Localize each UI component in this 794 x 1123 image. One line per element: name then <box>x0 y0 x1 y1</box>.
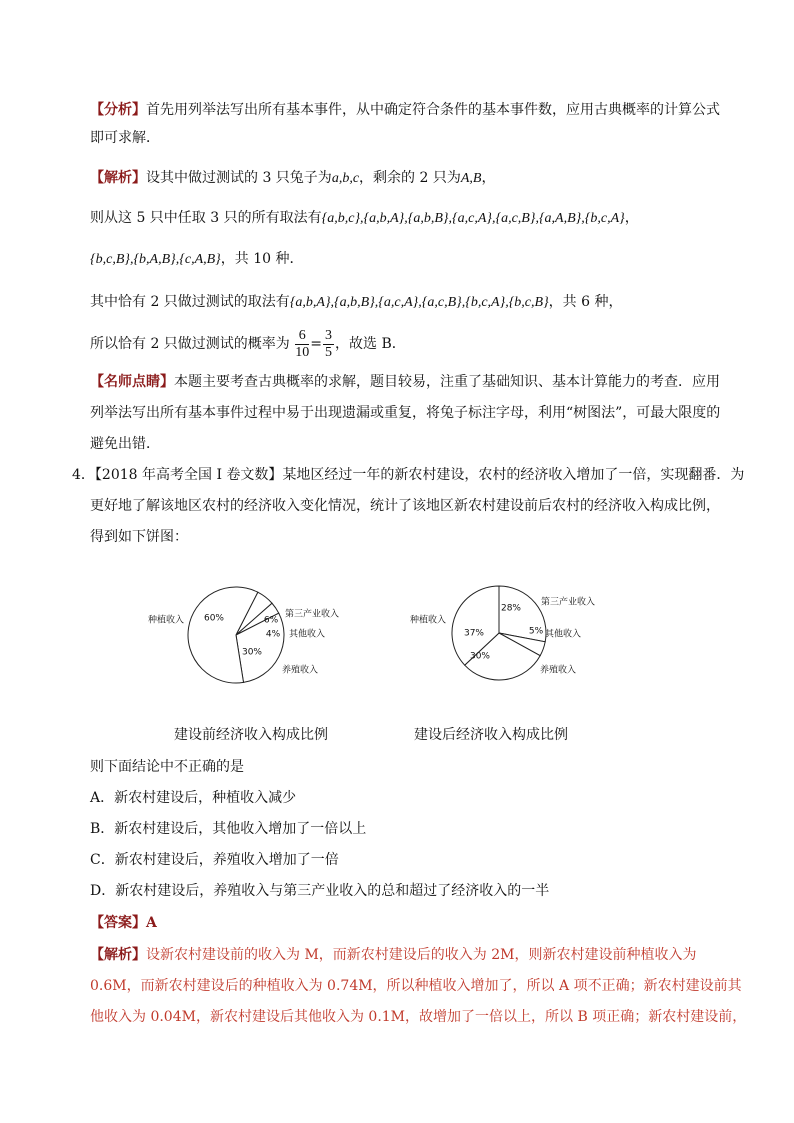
question-text: 得到如下饼图： <box>90 529 188 545</box>
teacher-note-text: 列举法写出所有基本事件过程中易于出现遗漏或重复，将兔子标注字母，利用“树图法”，可最大限度的 <box>90 405 721 421</box>
slice-percent-label: 30% <box>469 651 491 662</box>
teacher-note-line-2 <box>90 403 720 423</box>
solution4-line-1 <box>90 945 696 965</box>
question4-line-1 <box>72 465 744 485</box>
answer-tag: 【答案】 <box>90 915 146 931</box>
solution3-text: ， <box>624 210 639 226</box>
solution4-tag: 【解析】 <box>90 947 146 963</box>
fraction <box>295 328 309 361</box>
math-expression: a,b,c <box>331 171 360 186</box>
analysis-line-2 <box>90 128 160 148</box>
solution3-line-1 <box>90 168 495 189</box>
slice-name-label: 第三产业收入 <box>285 609 340 620</box>
solution3-text: 其中恰有 2 只做过测试的取法有 <box>90 294 290 310</box>
question4-line-2 <box>90 496 720 516</box>
slice-percent-label: 28% <box>500 603 522 614</box>
slice-percent-label: 6% <box>263 615 279 626</box>
answer-value: A <box>146 915 157 931</box>
slice-name-label: 种植收入 <box>148 615 185 626</box>
fraction-denominator: 10 <box>295 344 310 360</box>
solution4-text: 设新农村建设前的收入为 M，而新农村建设后的收入为 2M，则新农村建设前种植收入为 <box>146 947 697 963</box>
slice-name-label: 养殖收入 <box>540 665 577 676</box>
solution4-line-3: 他收入为 0.04M，新农村建设后其他收入为 0.1M，故增加了一倍以上，所以 B 项正确；新农村建设前， <box>90 1009 747 1025</box>
slice-name-label: 养殖收入 <box>282 665 319 676</box>
teacher-note-line-3 <box>90 434 160 454</box>
analysis-text-1: 首先用列举法写出所有基本事件，从中确定符合条件的基本事件数，应用古典概率的计算公式 <box>146 102 720 118</box>
question-source-tag: 【2018 年高考全国 I 卷文数】 <box>94 467 283 483</box>
option-a: A．新农村建设后，种植收入减少 <box>90 790 297 806</box>
pie-chart-before <box>0 570 794 710</box>
analysis-line-1 <box>90 100 720 120</box>
slice-percent-label: 30% <box>241 647 263 658</box>
option-c: C．新农村建设后，养殖收入增加了一倍 <box>90 852 339 868</box>
answer4-line <box>90 913 157 933</box>
math-expression: A,B <box>460 171 482 186</box>
equals-sign: = <box>310 336 322 352</box>
math-expression: {a,b,c},{a,b,A},{a,b,B},{a,c,A},{a,c,B},{a,A,B},{b,c,A} <box>321 211 625 226</box>
solution3-line-5 <box>90 326 406 362</box>
math-expression: {a,b,A},{a,b,B},{a,c,A},{a,c,B},{b,c,A},{b,c,B} <box>289 295 549 310</box>
slice-name-label: 其他收入 <box>545 629 582 640</box>
slice-name-label: 种植收入 <box>410 615 447 626</box>
solution3-text: ，故选 B． <box>335 336 406 352</box>
option-b: B．新农村建设后，其他收入增加了一倍以上 <box>90 821 367 837</box>
solution3-text: ，剩余的 2 只为 <box>359 170 461 186</box>
slice-percent-label: 4% <box>265 629 281 640</box>
slice-percent-label: 60% <box>203 613 225 624</box>
solution3-line-4 <box>90 292 622 313</box>
fraction <box>323 328 334 361</box>
chart-caption-after: 建设后经济收入构成比例 <box>414 727 568 743</box>
solution3-text: ，共 10 种． <box>220 251 304 267</box>
slice-percent-label: 37% <box>463 628 485 639</box>
question-text: 某地区经过一年的新农村建设，农村的经济收入增加了一倍，实现翻番．为 <box>282 467 745 483</box>
question4-prompt: 则下面结论中不正确的是 <box>90 759 244 775</box>
option-d: D．新农村建设后，养殖收入与第三产业收入的总和超过了经济收入的一半 <box>90 883 550 899</box>
slice-name-label: 第三产业收入 <box>541 597 596 608</box>
slice-percent-label: 5% <box>528 626 544 637</box>
fraction-denominator: 5 <box>325 344 332 360</box>
fraction-numerator: 3 <box>325 327 332 343</box>
analysis-tag: 【分析】 <box>90 102 146 118</box>
question4-line-3 <box>90 527 188 547</box>
pie-0 <box>148 587 339 683</box>
fraction-numerator: 6 <box>295 328 309 345</box>
question-text: 更好地了解该地区农村的经济收入变化情况，统计了该地区新农村建设前后农村的经济收入构成比例， <box>90 498 720 514</box>
chart-caption-before: 建设前经济收入构成比例 <box>174 727 328 743</box>
solution3-text: ，共 6 种， <box>548 294 623 310</box>
teacher-note-text: 避免出错． <box>90 436 160 452</box>
solution3-line-2 <box>90 208 639 229</box>
pie-1 <box>410 586 595 680</box>
math-expression: {b,c,B},{b,A,B},{c,A,B} <box>90 252 221 267</box>
solution3-text: 则从这 5 只中任取 3 只的所有取法有 <box>90 210 322 226</box>
solution3-text: 所以恰有 2 只做过测试的概率为 <box>90 336 290 352</box>
solution4-line-2: 0.6M，而新农村建设后的种植收入为 0.74M，所以种植收入增加了，所以 A 项不正确；新农村建设前其 <box>90 978 742 994</box>
solution3-line-3 <box>90 249 304 270</box>
analysis-text-2: 即可求解． <box>90 130 160 146</box>
solution3-text: 设其中做过测试的 3 只兔子为 <box>146 170 332 186</box>
solution3-text: ， <box>481 170 496 186</box>
teacher-note-text: 本题主要考查古典概率的求解，题目较易，注重了基础知识、基本计算能力的考查．应用 <box>174 374 720 390</box>
teacher-note-tag: 【名师点睛】 <box>90 374 174 390</box>
slice-name-label: 其他收入 <box>289 629 326 640</box>
question-number: 4． <box>72 467 95 483</box>
solution3-tag: 【解析】 <box>90 170 146 186</box>
teacher-note-line-1 <box>90 372 720 392</box>
